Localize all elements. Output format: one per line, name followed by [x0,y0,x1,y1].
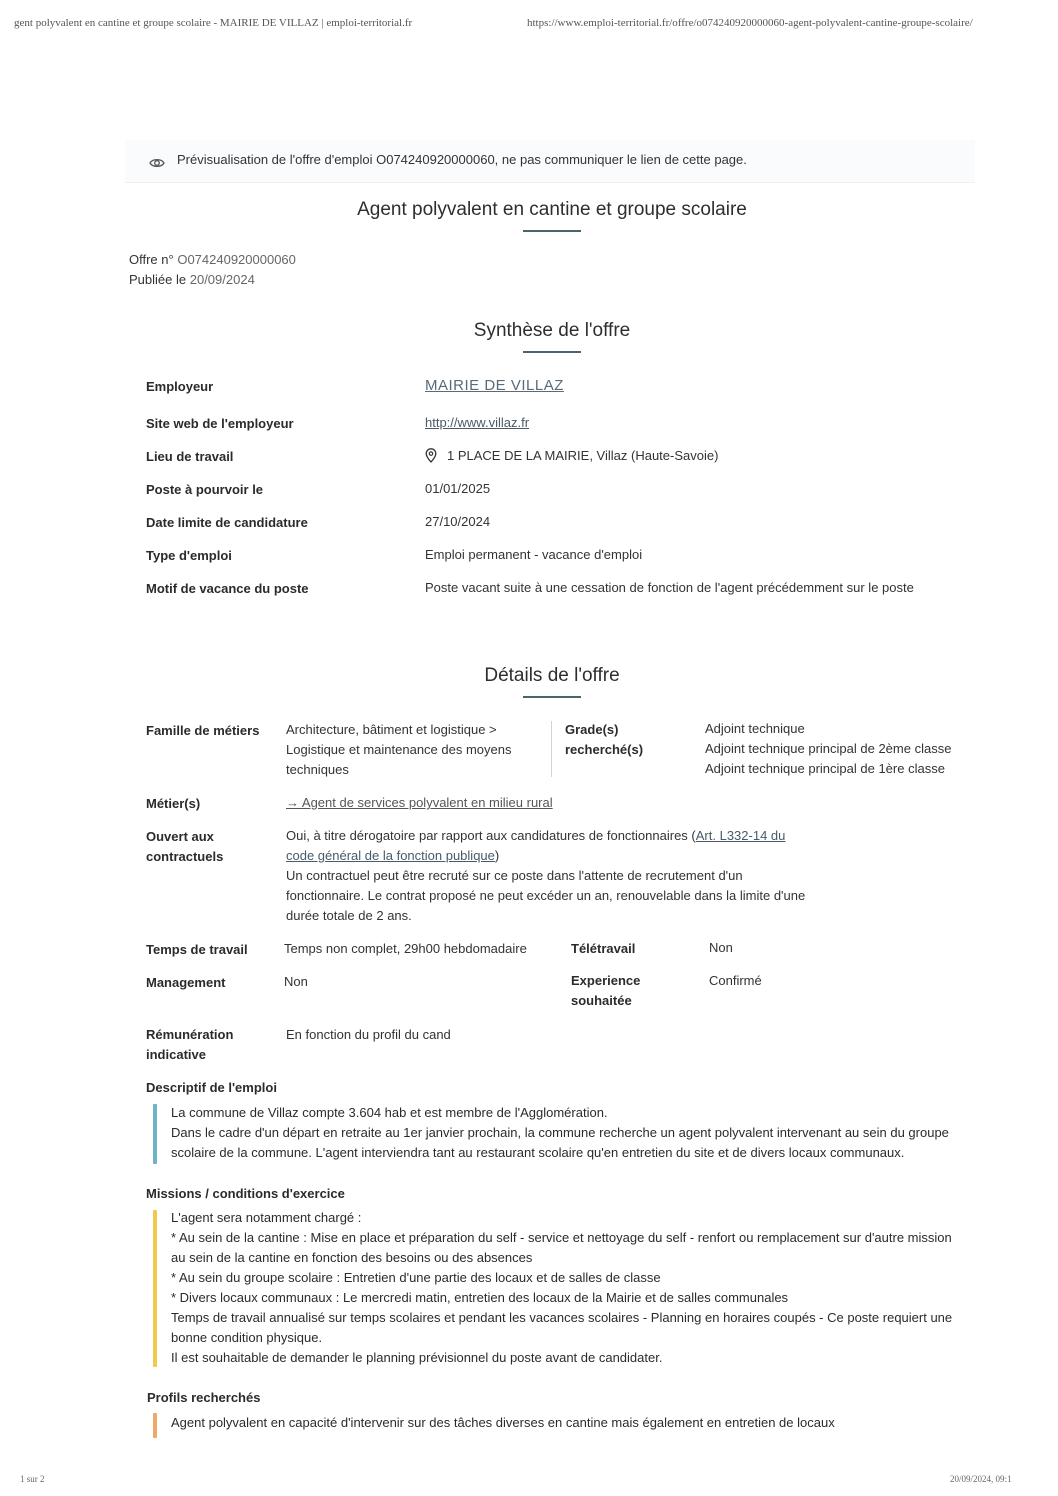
famille-line: techniques [286,762,349,777]
grade-values [705,719,951,779]
famille-line: Logistique et maintenance des moyens [286,742,512,757]
contractuels-label [146,827,223,867]
missions-heading: Missions / conditions d'exercice [146,1186,345,1201]
grade-separator [551,721,552,777]
job-type-label: Type d'emploi [146,548,232,563]
offer-published-value: 20/09/2024 [189,272,255,287]
contractuels-line: Un contractuel peut être recruté sur ce poste dans l'attente de recrutement d'un [286,868,743,883]
missions-line: * Divers locaux communaux : Le mercredi matin, entretien des locaux de la Mairie et de salles communales [171,1290,789,1305]
experience-label [571,971,640,1011]
teletravail-value: Non [709,940,733,955]
profils-accent-bar [153,1413,157,1438]
contractuels-value [286,826,826,926]
contractuels-text: ) [494,848,500,863]
start-date-label: Poste à pourvoir le [146,482,264,497]
descriptif-line: La commune de Villaz compte 3.604 hab et est membre de l'Agglomération. [171,1105,608,1120]
contractuels-line [286,846,826,866]
missions-line: au sein de la cantine en fonction des besoins ou des absences [171,1250,533,1265]
start-date-value: 01/01/2025 [425,481,491,496]
job-type-value: Emploi permanent - vacance d'emploi [425,547,643,562]
metier-link[interactable]: → Agent de services polyvalent en milieu rural [286,795,553,810]
print-header-title: gent polyvalent en cantine et groupe scolaire - MAIRIE DE VILLAZ | emploi-territorial.fr [14,17,413,29]
experience-label-line: souhaitée [571,993,632,1008]
descriptif-accent-bar [153,1104,157,1164]
experience-label-line: Experience [571,973,641,988]
grade-label-line: recherché(s) [565,742,644,757]
famille-label: Famille de métiers [146,723,260,738]
remuneration-label-line: Rémunération [146,1027,234,1042]
profils-heading: Profils recherchés [147,1390,261,1405]
contractuels-label-line: Ouvert aux [146,829,214,844]
profils-line: Agent polyvalent en capacité d'intervenir sur des tâches diverses en cantine mais également en entretien de locaux [171,1415,835,1430]
print-footer-date: 20/09/2024, 09:1 [950,1474,1012,1484]
experience-value: Confirmé [709,973,762,988]
preview-notice-text: Prévisualisation de l'offre d'emploi O074240920000060, ne pas communiquer le lien de cette page. [177,152,747,167]
location-value: 1 PLACE DE LA MAIRIE, Villaz (Haute-Savoie) [447,448,719,463]
remuneration-value: En fonction du profil du cand [286,1027,451,1042]
offer-number-value: O074240920000060 [177,252,296,267]
descriptif-line: Dans le cadre d'un départ en retraite au 1er janvier prochain, la commune recherche un agent polyvalent intervenant au sein du groupe [171,1125,949,1140]
employer-label: Employeur [146,379,214,394]
famille-value [286,720,511,780]
descriptif-line: scolaire de la commune. L'agent interviendra tant au restaurant scolaire qu'en entretien du site et de divers locaux communaux. [171,1145,905,1160]
contractuels-line: fonctionnaire. Le contrat proposé ne peut excéder un an, renouvelable dans la limite d'une [286,888,806,903]
page-title: Agent polyvalent en cantine et groupe scolaire [357,199,747,220]
offer-number-label: Offre n° [129,252,174,267]
missions-line: L'agent sera notamment chargé : [171,1210,362,1225]
descriptif-heading: Descriptif de l'emploi [146,1080,277,1095]
temps-label: Temps de travail [146,942,248,957]
print-header-url: https://www.emploi-territorial.fr/offre/o074240920000060-agent-polyvalent-cantine-groupe-scolaire/ [527,17,973,29]
contractuels-label-line: contractuels [146,849,224,864]
teletravail-label: Télétravail [571,941,636,956]
vacancy-reason-label: Motif de vacance du poste [146,581,309,596]
employer-link[interactable]: MAIRIE DE VILLAZ [425,377,564,394]
grade-label-line: Grade(s) [565,722,619,737]
missions-line: bonne condition physique. [171,1330,323,1345]
remuneration-label [146,1025,233,1065]
location-pin-icon [425,448,437,463]
legal-code-link[interactable]: code général de la fonction publique [286,848,495,863]
missions-text [171,1208,952,1368]
missions-line: * Au sein du groupe scolaire : Entretien d'une partie des locaux et de salles de classe [171,1270,661,1285]
website-label: Site web de l'employeur [146,416,294,431]
print-footer-page: 1 sur 2 [20,1474,45,1484]
location-label: Lieu de travail [146,449,234,464]
famille-line: Architecture, bâtiment et logistique > [286,722,497,737]
details-underline [523,696,581,698]
synthese-heading: Synthèse de l'offre [473,320,631,341]
missions-line: Temps de travail annualisé sur temps scolaires et pendant les vacances scolaires - Planning en horaires coupés - Ce poste requiert une [171,1310,953,1325]
vacancy-reason-value: Poste vacant suite à une cessation de fonction de l'agent précédemment sur le poste [425,580,914,595]
synthese-underline [523,351,581,353]
contractuels-line [286,826,826,846]
deadline-label: Date limite de candidature [146,515,308,530]
temps-value: Temps non complet, 29h00 hebdomadaire [284,941,527,956]
metier-label: Métier(s) [146,796,201,811]
missions-accent-bar [153,1210,157,1367]
management-label: Management [146,975,226,990]
grade-item: Adjoint technique [705,721,805,736]
grade-item: Adjoint technique principal de 2ème classe [705,741,952,756]
remuneration-label-line: indicative [146,1047,206,1062]
profils-text [171,1413,835,1433]
descriptif-text [171,1103,949,1163]
missions-line: * Au sein de la cantine : Mise en place et préparation du self - service et nettoyage du self - renfort ou remplacement sur d'autre mission [171,1230,952,1245]
grade-item: Adjoint technique principal de 1ère classe [705,761,945,776]
management-value: Non [284,974,308,989]
title-underline [523,230,581,232]
missions-line: Il est souhaitable de demander le planning prévisionnel du poste avant de candidater. [171,1350,663,1365]
eye-icon [149,155,165,171]
grade-label [565,720,643,760]
deadline-value: 27/10/2024 [425,514,491,529]
offer-number [129,250,296,270]
contractuels-text: Oui, à titre dérogatoire par rapport aux candidatures de fonctionnaires ( [286,828,696,843]
offer-published-label: Publiée le [129,272,187,287]
contractuels-line: durée totale de 2 ans. [286,908,412,923]
website-link[interactable]: http://www.villaz.fr [425,415,530,430]
details-heading: Détails de l'offre [484,665,620,686]
legal-article-link[interactable]: Art. L332-14 du [695,828,786,843]
offer-published [129,270,255,290]
